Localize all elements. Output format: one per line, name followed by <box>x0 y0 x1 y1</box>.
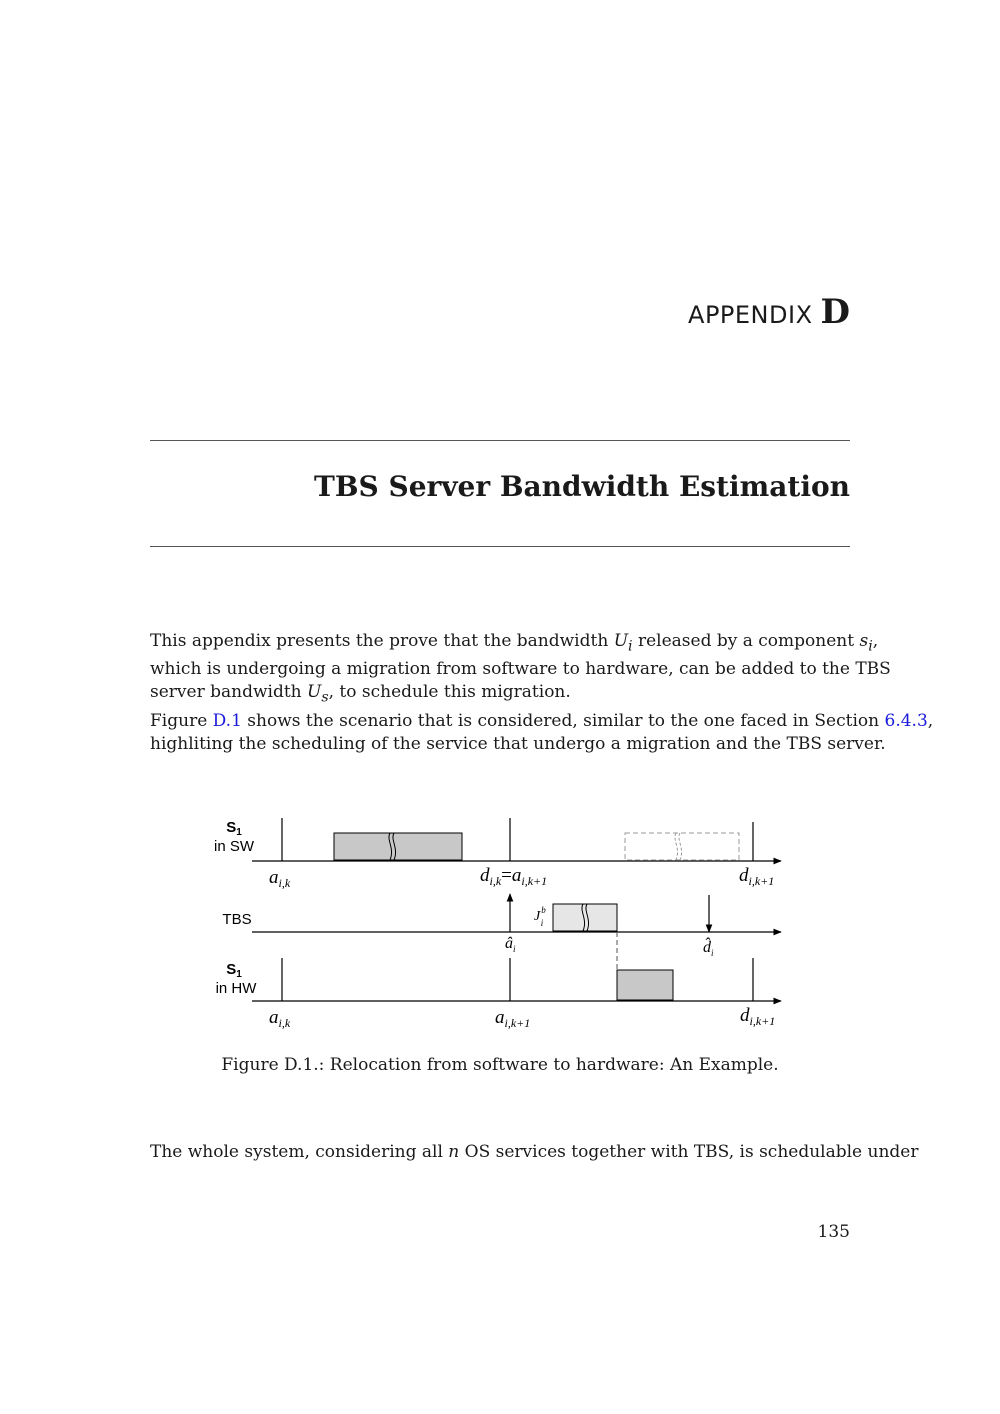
label-sub: i,k+1 <box>521 874 548 888</box>
math-bandwidth-U <box>613 631 633 655</box>
text-run: server bandwidth <box>150 682 308 703</box>
paragraph-intro <box>150 630 891 710</box>
paragraph-line <box>150 681 850 709</box>
paragraph-figure-ref <box>150 710 934 756</box>
label-d-hat <box>703 937 714 958</box>
label-sub: i,k+1 <box>748 874 775 888</box>
row-hw-name <box>226 961 242 980</box>
label-d-ik1-hw <box>740 1005 775 1028</box>
label-sub: i,k <box>278 1016 291 1030</box>
label-sub: 1 <box>236 827 242 838</box>
label-sub: i,k <box>489 874 502 888</box>
label-name: S <box>226 819 237 836</box>
label-symbol: â <box>505 935 513 952</box>
text-run: shows the scenario that is considered, similar to the one faced in Section <box>241 711 885 731</box>
paragraph-line <box>150 630 879 658</box>
label-sup: b <box>541 905 546 915</box>
paragraph-line <box>150 1141 919 1164</box>
label-symbol: d <box>740 1005 750 1026</box>
text-run: , to schedule this migration. <box>328 682 571 703</box>
math-server-U <box>307 682 329 706</box>
text-run: , <box>927 711 934 731</box>
section-link[interactable]: 6.4.3 <box>884 711 928 731</box>
math-subscript: i <box>868 638 873 655</box>
label-name: S <box>226 961 237 978</box>
sw-job-block <box>334 833 462 860</box>
figure-d1 <box>0 800 1000 1040</box>
math-symbol: U <box>613 631 629 651</box>
text-run: , <box>872 631 879 651</box>
figure-link[interactable]: D.1 <box>212 711 242 731</box>
text-run: Figure <box>150 711 213 731</box>
label-a-ik1-hw <box>495 1007 530 1030</box>
label-symbol: d <box>739 865 749 886</box>
text-run: The whole system, considering all <box>150 1142 449 1162</box>
label-symbol: d̂ <box>703 939 711 956</box>
appendix-letter: D <box>820 292 850 332</box>
math-n: n <box>448 1142 460 1162</box>
title-rule-top <box>150 440 850 441</box>
label-sub: i <box>513 944 516 954</box>
title-rule-bottom <box>150 546 850 547</box>
label-sub: i,k+1 <box>504 1016 531 1030</box>
math-symbol: s <box>859 631 869 651</box>
label-sub: i <box>711 948 714 958</box>
label-eq: = <box>501 865 512 886</box>
label-symbol: a <box>495 1007 505 1028</box>
sw-job-ghost-block <box>625 833 739 860</box>
tbs-job-block <box>553 904 617 931</box>
paragraph-line: which is undergoing a migration from software to hardware, can be added to the TBS <box>150 659 891 680</box>
row-sw-env: in SW <box>213 838 255 855</box>
page-number: 135 <box>817 1222 850 1242</box>
break-mark-icon <box>679 833 682 860</box>
label-d-ik-eq-a-ik1 <box>480 865 547 888</box>
label-symbol: a <box>269 1007 279 1028</box>
label-symbol: a <box>511 865 522 886</box>
appendix-word: APPENDIX <box>688 301 813 329</box>
text-run: OS services together with TBS, is schedulable under <box>459 1142 919 1162</box>
label-J-b-i <box>534 905 546 928</box>
row-hw-env: in HW <box>215 980 257 997</box>
timeline-diagram <box>0 800 1000 1040</box>
math-component-s <box>859 631 873 655</box>
break-mark-icon <box>675 833 678 860</box>
label-symbol: d <box>480 865 490 886</box>
label-a-ik <box>269 867 291 890</box>
math-subscript: s <box>321 689 329 706</box>
chapter-title: TBS Server Bandwidth Estimation <box>314 470 850 503</box>
label-sub: i,k+1 <box>749 1014 776 1028</box>
row-label-hw <box>216 961 258 997</box>
math-symbol: U <box>307 682 322 703</box>
row-label-sw <box>214 819 255 855</box>
label-symbol: J <box>534 909 541 924</box>
text-run: released by a component <box>632 631 860 651</box>
text-run: This appendix presents the prove that the bandwidth <box>150 631 614 651</box>
hw-job-block <box>617 970 673 1000</box>
label-sub: 1 <box>236 969 242 980</box>
label-symbol: a <box>269 867 279 888</box>
appendix-label <box>688 292 850 332</box>
label-sub: i <box>540 918 544 928</box>
label-a-ik-hw <box>269 1007 291 1030</box>
row-sw-name <box>226 819 242 838</box>
paragraph-line <box>150 710 934 733</box>
paragraph-schedulability <box>150 1141 919 1164</box>
math-subscript: i <box>628 638 633 655</box>
row-label-tbs: TBS <box>222 911 252 928</box>
figure-caption: Figure D.1.: Relocation from software to hardware: An Example. <box>221 1055 779 1075</box>
label-a-hat <box>505 935 516 954</box>
label-d-ik1-sw <box>739 865 774 888</box>
paragraph-line: highliting the scheduling of the service that undergo a migration and the TBS server. <box>150 734 886 754</box>
label-sub: i,k <box>278 876 291 890</box>
